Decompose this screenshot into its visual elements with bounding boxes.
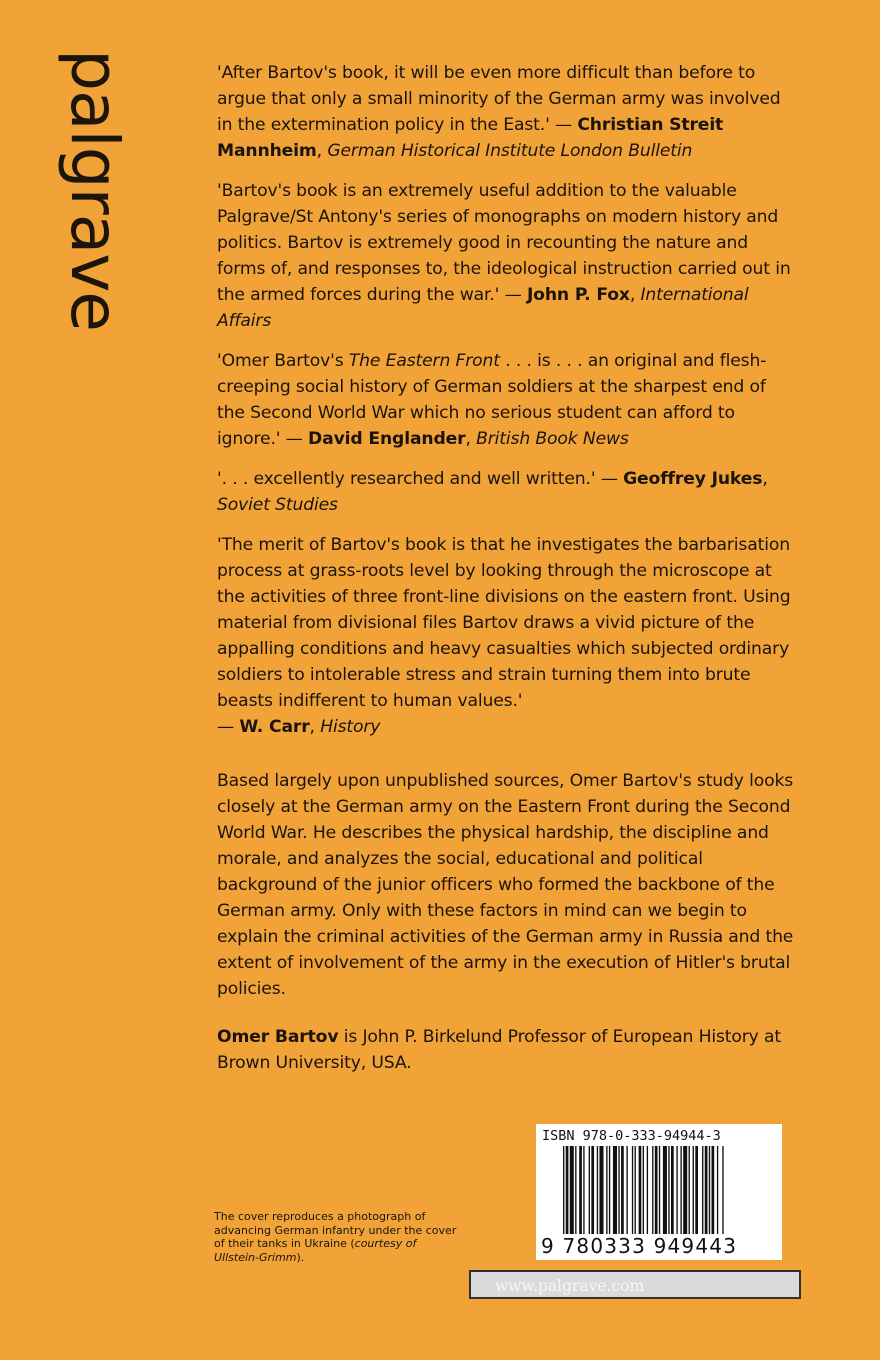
review-source: British Book News [476, 429, 629, 449]
barcode-bar [597, 1146, 598, 1238]
review-source: History [320, 717, 381, 737]
review-author: Geoffrey Jukes [623, 469, 763, 489]
barcode-bar [663, 1146, 667, 1238]
barcode-bar [609, 1146, 610, 1238]
barcode-bar [712, 1146, 715, 1238]
barcode-bar [613, 1146, 617, 1238]
barcode-bar [621, 1146, 624, 1238]
barcode-bar [589, 1146, 590, 1238]
review-quote: 'Bartov's book is an extremely useful addition to the valuable Palgrave/St Antony's series of monographs on modern history and politics. Bartov is extremely good in recounting the nature and forms of, and responses to, the ideological instruction carried out in the armed forces during the war.' — John P. Fox, International Affairs [217, 181, 791, 331]
barcode-bar [583, 1146, 584, 1238]
barcode-bar [575, 1146, 576, 1238]
book-description: Based largely upon unpublished sources, Omer Bartov's study looks closely at the German army on the Eastern Front during the Second World War. He describes the physical hardship, the discipline and morale, and analyzes the social, educational and political background of the junior officers who formed the backbone of the German army. Only with these factors in mind can we begin to explain the criminal activities of the German army in Russia and the extent of involvement of the army in the execution of Hitler's brutal policies. [217, 771, 794, 999]
isbn-barcode [536, 1124, 782, 1260]
barcode-bar [676, 1146, 677, 1238]
barcode-bar [599, 1146, 603, 1238]
book-title: The Eastern Front [348, 351, 500, 371]
barcode-bar [639, 1146, 642, 1238]
barcode-bar [606, 1146, 607, 1238]
review-source: Soviet Studies [217, 495, 338, 515]
barcode-bar [635, 1146, 636, 1238]
barcode-bar [668, 1146, 669, 1238]
review-author: W. Carr [239, 717, 310, 737]
publisher-logo [44, 49, 144, 331]
barcode-bar [652, 1146, 653, 1238]
barcode-bar [709, 1146, 710, 1238]
review-author: John P. Fox [526, 285, 630, 305]
barcode-bar [618, 1146, 619, 1238]
barcode-bar [683, 1146, 687, 1238]
barcode-bar [579, 1146, 582, 1238]
back-cover-text [217, 60, 797, 1090]
barcode-bar [655, 1146, 658, 1238]
review-author: David Englander [308, 429, 466, 449]
barcode-bar [591, 1146, 594, 1238]
review-source: German Historical Institute London Bulletin [327, 141, 693, 161]
review-quote: 'The merit of Bartov's book is that he investigates the barbarisation process at grass-roots level by looking through the microscope at the activities of three front-line divisions on the eastern front. Using material from divisional files Bartov draws a vivid picture of the appalling conditions and heavy casualties which subjected ordinary soldiers to intolerable stress and strain turning them into brute beasts indifferent to human values.' — W. Carr, History [217, 535, 791, 737]
barcode-bar [693, 1146, 694, 1238]
barcode-number: 9 780333 949443 [541, 1234, 738, 1258]
review-quote: 'Omer Bartov's The Eastern Front . . . is . . . an original and flesh-creeping social history of German soldiers at the sharpest end of the Second World War which no serious student can afford to ignore.' — David Englander, British Book News [217, 351, 767, 449]
barcode-bar [702, 1146, 703, 1238]
isbn-text: ISBN 978-0-333-94944-3 [542, 1128, 721, 1144]
review-quote: '. . . excellently researched and well written.' — Geoffrey Jukes, Soviet Studies [217, 469, 768, 515]
author-name: Omer Bartov [217, 1027, 339, 1047]
barcode-bar [680, 1146, 681, 1238]
review-source: International Affairs [217, 285, 749, 331]
barcode-bar [626, 1146, 627, 1238]
photo-credit: courtesy of Ullstein-Grimm [214, 1237, 417, 1264]
barcode-bar [671, 1146, 674, 1238]
review-quote: 'After Bartov's book, it will be even more difficult than before to argue that only a small minority of the German army was involved in the extermination policy in the East.' — Christian Streit Mannheim, German Historical Institute London Bulletin [217, 63, 781, 161]
barcode-bar [632, 1146, 633, 1238]
website-link[interactable]: www.palgrave.com [469, 1270, 801, 1299]
cover-caption: The cover reproduces a photograph of advancing German infantry under the cover of their tanks in Ukraine (courtesy of Ullstein-Grimm). [214, 1210, 457, 1264]
barcode-bar [705, 1146, 708, 1238]
barcode-bar [659, 1146, 660, 1238]
logo-text: palgrave [56, 49, 133, 331]
barcode-bar [570, 1146, 574, 1238]
barcode-bar [695, 1146, 698, 1238]
barcode-bar [689, 1146, 690, 1238]
review-author: Christian Streit Mannheim [217, 115, 724, 161]
author-bio: Omer Bartov is John P. Birkelund Professor of European History at Brown University, USA. [217, 1027, 781, 1073]
